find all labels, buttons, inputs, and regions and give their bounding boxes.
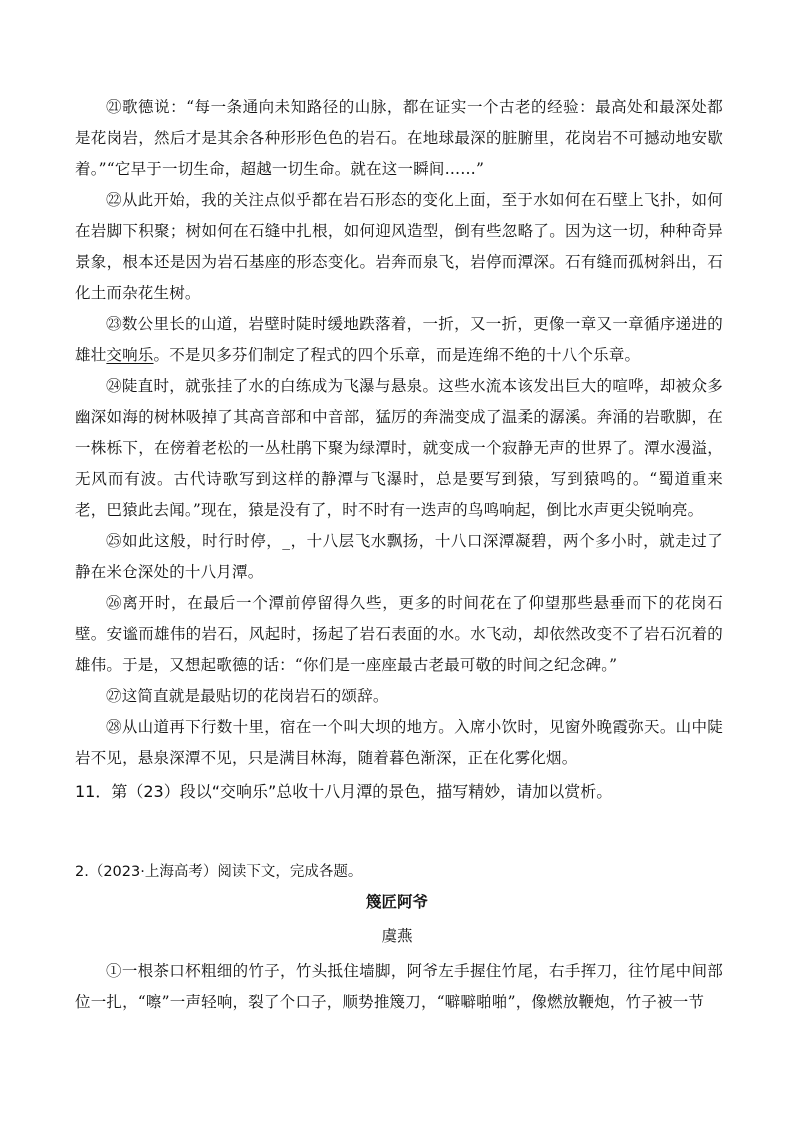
paragraph-23-text-after: 。不是贝多芬们制定了程式的四个乐章，而是连绵不绝的十八个乐章。 [153, 346, 641, 364]
paragraph-24: ㉔陡直时，就张挂了水的白练成为飞瀑与悬泉。这些水流本该发出巨大的喧哗，却被众多幽深如海的树林吸掉了其高音部和中音部，猛厉的奔湍变成了温柔的潺溪。奔涌的岩歌脚，在一株栎下，在傍着老松的一丛杜鹃下聚为绿潭时，就变成一个寂静无声的世界了。潭水漫溢，无风而有波。古代诗歌写到这样的静潭与飞瀑时，总是要写到猿，写到猿鸣的。“蜀道重来老，巴猿此去闻。”现在，猿是没有了，时不时有一迭声的鸟鸣响起，倒比水声更尖锐响亮。 [75, 377, 723, 519]
paragraph-26: ㉖离开时，在最后一个潭前停留得久些，更多的时间花在了仰望那些悬垂而下的花岗石壁。安谧而雄伟的岩石，风起时，扬起了岩石表面的水。水飞动，却依然改变不了岩石沉着的雄伟。于是，又想起歌德的话：“你们是一座座最古老最可敬的时间之纪念碑。” [75, 594, 723, 674]
paragraph-21: ㉑歌德说：“每一条通向未知路径的山脉，都在证实一个古老的经验：最高处和最深处都是花岗岩，然后才是其余各种形形色色的岩石。在地球最深的脏腑里，花岗岩不可撼动地安歇着。”“它早于一切生命，超越一切生命。就在这一瞬间……” [75, 98, 723, 178]
question-2-heading: 2.（2023·上海高考）阅读下文，完成各题。 [75, 864, 363, 880]
paragraph-23-text-before: ㉓数公里长的山道，岩壁时陡时缓地跌落着，一折，又一折，更像一章又一章循序递进的雄壮 [75, 315, 723, 364]
paragraph-27: ㉗这简直就是最贴切的花岗岩石的颂辞。 [106, 687, 389, 705]
underlined-term: 交响乐 [106, 346, 154, 364]
question-11: 11．第（23）段以“交响乐”总收十八月潭的景色，描写精妙，请加以赏析。 [75, 782, 613, 801]
paragraph-23 [75, 309, 723, 371]
article-paragraph-1: ①一根茶口杯粗细的竹子，竹头抵住墙脚，阿爷左手握住竹尾，右手挥刀，往竹尾中间部位一扎，“嚓”一声轻响，裂了个口子，顺势推篾刀，“噼噼啪啪”，像燃放鞭炮，竹子被一节 [75, 962, 723, 1011]
article-author: 虞燕 [381, 927, 413, 945]
paragraph-28: ㉘从山道再下行数十里，宿在一个叫大坝的地方。入席小饮时，见窗外晚霞弥天。山中陡岩不见，悬泉深潭不见，只是满目林海，随着暮色渐深，正在化雾化烟。 [75, 718, 723, 767]
article-title: 篾匠阿爷 [365, 892, 428, 911]
paragraph-22: ㉒从此开始，我的关注点似乎都在岩石形态的变化上面，至于水如何在石壁上飞扑，如何在岩脚下积聚；树如何在石缝中扎根，如何迎风造型，倒有些忽略了。因为这一切，种种奇异景象，根本还是因为岩石基座的形态变化。岩奔而泉飞，岩停而潭深。石有缝而孤树斜出，石化土而杂花生树。 [75, 191, 723, 302]
paragraph-25: ㉕如此这般，时行时停，_，十八层飞水飘扬，十八口深潭凝碧，两个多小时，就走过了静在米仓深处的十八月潭。 [75, 532, 723, 581]
